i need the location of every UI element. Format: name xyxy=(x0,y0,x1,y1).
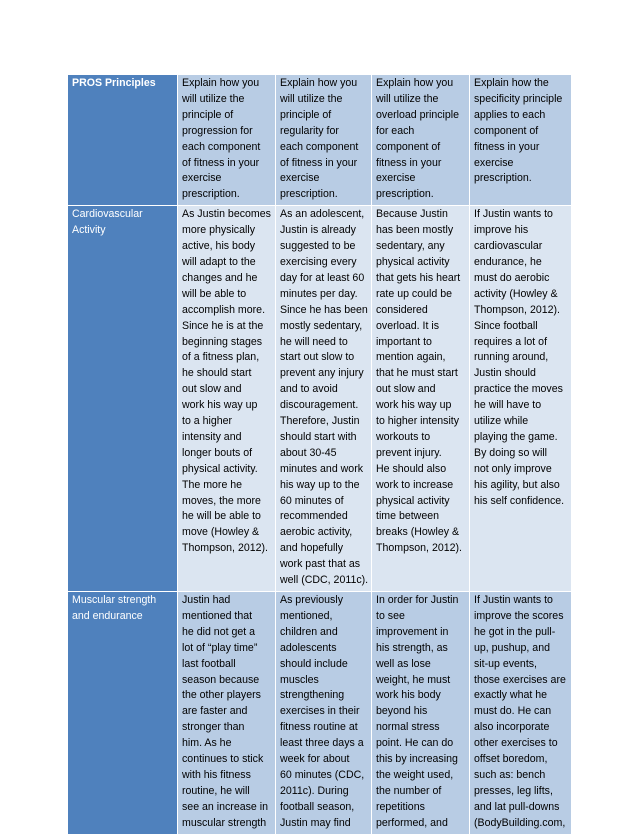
cell-text-line: repetitions xyxy=(376,800,425,813)
cell-text-line: each component xyxy=(280,140,359,153)
cell-text-line: rate up could be xyxy=(376,287,452,300)
cell-text-line: workouts to xyxy=(376,430,431,443)
cell-text-line: 60 minutes of xyxy=(280,494,344,507)
cell-text-line: exercises in their xyxy=(280,705,360,718)
cell-text-line: up, pushup, and xyxy=(474,641,550,654)
cell-text-line: and to avoid xyxy=(280,383,338,396)
cell-text-line: least three days a xyxy=(280,737,364,750)
cell-text-line: active, his body xyxy=(182,240,256,253)
cell-text-line: presses, leg lifts, xyxy=(474,784,553,797)
cell-text-line: will utilize the xyxy=(182,92,245,105)
cell-text-line: overload principle xyxy=(376,108,460,121)
cell-text-line: move (Howley & xyxy=(182,526,260,539)
cell-text-line: Since football xyxy=(474,319,538,332)
cell-text-line: Cardiovascular xyxy=(72,208,143,221)
cell-text-line: last football xyxy=(182,657,236,670)
cell-text-line: minutes and work xyxy=(280,462,364,475)
header-label: PROS Principles xyxy=(72,77,156,89)
cell-text-line: 2011c). During xyxy=(280,784,349,797)
cell-text-line: intensity and xyxy=(182,430,242,443)
cell-text-line: fitness in your xyxy=(474,140,540,153)
table-cell xyxy=(372,592,470,835)
cell-text-line: performed, and xyxy=(376,816,448,829)
cell-text-line: sit-up events, xyxy=(474,657,538,670)
header-cell xyxy=(372,75,470,206)
cell-text-line: mentioned that xyxy=(182,609,253,622)
cell-text-line: his self confidence. xyxy=(474,494,565,507)
cell-text-line: not only improve xyxy=(474,462,552,475)
cell-text-line: Justin had xyxy=(182,594,231,606)
cell-text-line: should start with xyxy=(280,430,357,443)
cell-text-line: children and xyxy=(280,625,338,638)
cell-text-line: each component xyxy=(182,140,261,153)
cell-text-line: adolescents xyxy=(280,641,337,654)
cell-text-line: this by increasing xyxy=(376,753,458,766)
cell-text-line: endurance, he xyxy=(474,255,542,268)
table-cell xyxy=(276,592,372,835)
cell-text-line: the weight used, xyxy=(376,768,454,781)
cell-text-line: As previously xyxy=(280,594,343,606)
cell-text-line: start out slow to xyxy=(280,351,355,364)
table-cell xyxy=(178,592,276,835)
cell-text-line: aerobic activity, xyxy=(280,526,353,539)
cell-text-line: utilize while xyxy=(474,415,529,428)
cell-text-line: his strength, as xyxy=(376,641,448,654)
cell-text-line: offset boredom, xyxy=(474,753,548,766)
cell-text-line: he did not get a xyxy=(182,625,256,638)
cell-text-line: Thompson, 2012). xyxy=(182,542,268,555)
cell-text-line: the other players xyxy=(182,689,261,702)
cell-text-line: playing the game. xyxy=(474,430,558,443)
cell-text-line: continues to stick xyxy=(182,753,264,766)
cell-text-line: Since he has been xyxy=(280,303,368,316)
cell-text-line: specificity principle xyxy=(474,92,563,105)
cell-text-line: activity (Howley & xyxy=(474,287,558,300)
cell-text-line: well as lose xyxy=(376,657,431,670)
cell-text-line: lot of “play time” xyxy=(182,641,258,654)
cell-text-line: physical activity xyxy=(376,255,450,268)
cell-text-line: for each xyxy=(376,124,415,137)
cell-text-line: Thompson, 2012). xyxy=(376,542,462,555)
cell-text-line: must do aerobic xyxy=(474,271,550,284)
cell-text-line: he will have to xyxy=(474,399,542,412)
cell-text-line: and endurance xyxy=(72,609,143,622)
cell-text-line: work his way up xyxy=(376,399,452,412)
cell-text-line: weight, he must xyxy=(376,673,451,686)
cell-text-line: the number of xyxy=(376,784,442,797)
cell-text-line: Explain how you xyxy=(280,77,358,89)
cell-text-line: Muscular strength xyxy=(72,594,157,606)
cell-text-line: regularity for xyxy=(280,124,339,137)
cell-text-line: that gets his heart xyxy=(376,271,461,284)
cell-text-line: fitness routine at xyxy=(280,721,358,734)
cell-text-line: he got in the pull- xyxy=(474,625,556,638)
cell-text-line: The more he xyxy=(182,478,243,491)
cell-text-line: Activity xyxy=(72,224,106,237)
cell-text-line: will be able to xyxy=(182,287,247,300)
cell-text-line: point. He can do xyxy=(376,737,454,750)
table-cell xyxy=(276,206,372,592)
table-cell xyxy=(372,206,470,592)
cell-text-line: mostly sedentary, xyxy=(280,319,363,332)
cell-text-line: he will be able to xyxy=(182,510,261,523)
cell-text-line: prevent any injury xyxy=(280,367,364,380)
cell-text-line: physical activity xyxy=(376,494,450,507)
cell-text-line: prescription. xyxy=(376,188,434,201)
cell-text-line: work to increase xyxy=(376,478,454,491)
cell-text-line: normal stress xyxy=(376,721,440,734)
cell-text-line: principle of xyxy=(182,108,234,121)
cell-text-line: important to xyxy=(376,335,432,348)
cell-text-line: improvement in xyxy=(376,625,449,638)
cell-text-line: must do. He can xyxy=(474,705,552,718)
cell-text-line: discouragement. xyxy=(280,399,359,412)
cell-text-line: overload. It is xyxy=(376,319,440,332)
cell-text-line: time between xyxy=(376,510,440,523)
cell-text-line: Since he is at the xyxy=(182,319,264,332)
cell-text-line: he should start xyxy=(182,367,252,380)
cell-text-line: exercising every xyxy=(280,255,357,268)
cell-text-line: Explain how the xyxy=(474,77,549,89)
cell-text-line: that he must start xyxy=(376,367,458,380)
header-cell xyxy=(276,75,372,206)
cell-text-line: sedentary, any xyxy=(376,240,445,253)
cell-text-line: prescription. xyxy=(280,188,338,201)
table-body xyxy=(68,75,572,835)
cell-text-line: with his fitness xyxy=(182,768,251,781)
cell-text-line: Explain how you xyxy=(182,77,260,89)
cell-text-line: has been mostly xyxy=(376,224,454,237)
row-label-cell xyxy=(68,206,178,592)
cell-text-line: football season, xyxy=(280,800,355,813)
cell-text-line: prescription. xyxy=(474,172,532,185)
cell-text-line: to higher intensity xyxy=(376,415,460,428)
cell-text-line: week for about xyxy=(280,753,350,766)
cell-text-line: moves, the more xyxy=(182,494,261,507)
cell-text-line: practice the moves xyxy=(474,383,563,396)
table-cell xyxy=(470,206,572,592)
cell-text-line: running around, xyxy=(474,351,549,364)
cell-text-line: prevent injury. xyxy=(376,446,442,459)
cell-text-line: suggested to be xyxy=(280,240,356,253)
cell-text-line: see an increase in xyxy=(182,800,268,813)
cell-text-line: of a fitness plan, xyxy=(182,351,260,364)
cell-text-line: principle of xyxy=(280,108,332,121)
cell-text-line: more physically xyxy=(182,224,256,237)
cell-text-line: physical activity. xyxy=(182,462,258,475)
cell-text-line: stronger than xyxy=(182,721,245,734)
cell-text-line: He should also xyxy=(376,462,447,475)
cell-text-line: season because xyxy=(182,673,260,686)
cell-text-line: Justin may find xyxy=(280,816,351,829)
cell-text-line: Justin should xyxy=(474,367,536,380)
cell-text-line: to a higher xyxy=(182,415,233,428)
cell-text-line: If Justin wants to xyxy=(474,594,553,606)
cell-text-line: work past that as xyxy=(280,558,361,571)
cell-text-line: (BodyBuilding.com, xyxy=(474,816,566,829)
cell-text-line: his way up to the xyxy=(280,478,360,491)
cell-text-line: to see xyxy=(376,609,405,622)
cell-text-line: routine, he will xyxy=(182,784,250,797)
cell-text-line: such as: bench xyxy=(474,768,546,781)
cell-text-line: As an adolescent, xyxy=(280,208,365,221)
cell-text-line: will adapt to the xyxy=(182,255,256,268)
cell-text-line: out slow and xyxy=(182,383,242,396)
cell-text-line: also incorporate xyxy=(474,721,550,734)
cell-text-line: requires a lot of xyxy=(474,335,548,348)
table-header-row xyxy=(68,75,572,206)
table-cell xyxy=(178,206,276,592)
cell-text-line: will utilize the xyxy=(376,92,439,105)
cell-text-line: exercise xyxy=(280,172,320,185)
cell-text-line: cardiovascular xyxy=(474,240,543,253)
cell-text-line: and hopefully xyxy=(280,542,344,555)
cell-text-line: should include xyxy=(280,657,348,670)
header-cell xyxy=(178,75,276,206)
cell-text-line: mentioned, xyxy=(280,609,333,622)
cell-text-line: Justin is already xyxy=(280,224,356,237)
row-label-cell xyxy=(68,592,178,835)
cell-text-line: his agility, but also xyxy=(474,478,560,491)
cell-text-line: out slow and xyxy=(376,383,436,396)
cell-text-line: component of xyxy=(376,140,441,153)
cell-text-line: mention again, xyxy=(376,351,446,364)
cell-text-line: and lat pull-downs xyxy=(474,800,560,813)
cell-text-line: longer bouts of xyxy=(182,446,253,459)
cell-text-line: well (CDC, 2011c). xyxy=(280,574,369,587)
cell-text-line: progression for xyxy=(182,124,253,137)
cell-text-line: In order for Justin xyxy=(376,594,459,606)
cell-text-line: 60 minutes (CDC, xyxy=(280,768,365,781)
cell-text-line: Because Justin xyxy=(376,208,448,221)
cell-text-line: improve the scores xyxy=(474,609,564,622)
cell-text-line: changes and he xyxy=(182,271,258,284)
table-row xyxy=(68,206,572,592)
cell-text-line: If Justin wants to xyxy=(474,208,553,221)
cell-text-line: day for at least 60 xyxy=(280,271,365,284)
cell-text-line: beginning stages xyxy=(182,335,263,348)
cell-text-line: work his way up xyxy=(182,399,258,412)
cell-text-line: about 30-45 xyxy=(280,446,337,459)
row-label-cell xyxy=(68,75,178,206)
cell-text-line: of fitness in your xyxy=(280,156,358,169)
cell-text-line: exactly what he xyxy=(474,689,548,702)
cell-text-line: of fitness in your xyxy=(182,156,260,169)
cell-text-line: work his body xyxy=(376,689,441,702)
cell-text-line: fitness in your xyxy=(376,156,442,169)
cell-text-line: exercise xyxy=(474,156,514,169)
cell-text-line: muscles xyxy=(280,673,319,686)
cell-text-line: By doing so will xyxy=(474,446,548,459)
cell-text-line: beyond his xyxy=(376,705,428,718)
cell-text-line: Therefore, Justin xyxy=(280,415,360,428)
cell-text-line: accomplish more. xyxy=(182,303,266,316)
cell-text-line: As Justin becomes xyxy=(182,208,271,221)
cell-text-line: considered xyxy=(376,303,428,316)
cell-text-line: improve his xyxy=(474,224,529,237)
header-cell xyxy=(470,75,572,206)
pros-principles-table xyxy=(67,74,572,835)
cell-text-line: him. As he xyxy=(182,737,232,750)
cell-text-line: component of xyxy=(474,124,539,137)
table-cell xyxy=(470,592,572,835)
cell-text-line: will utilize the xyxy=(280,92,343,105)
cell-text-line: strengthening xyxy=(280,689,345,702)
cell-text-line: Thompson, 2012). xyxy=(474,303,560,316)
cell-text-line: breaks (Howley & xyxy=(376,526,460,539)
cell-text-line: recommended xyxy=(280,510,348,523)
cell-text-line: he will need to xyxy=(280,335,348,348)
cell-text-line: minutes per day. xyxy=(280,287,358,300)
cell-text-line: applies to each xyxy=(474,108,546,121)
cell-text-line: other exercises to xyxy=(474,737,558,750)
cell-text-line: prescription. xyxy=(182,188,240,201)
cell-text-line: those exercises are xyxy=(474,673,566,686)
cell-text-line: are faster and xyxy=(182,705,248,718)
table-row xyxy=(68,592,572,835)
cell-text-line: exercise xyxy=(182,172,222,185)
cell-text-line: exercise xyxy=(376,172,416,185)
cell-text-line: muscular strength xyxy=(182,816,267,829)
cell-text-line: Explain how you xyxy=(376,77,454,89)
